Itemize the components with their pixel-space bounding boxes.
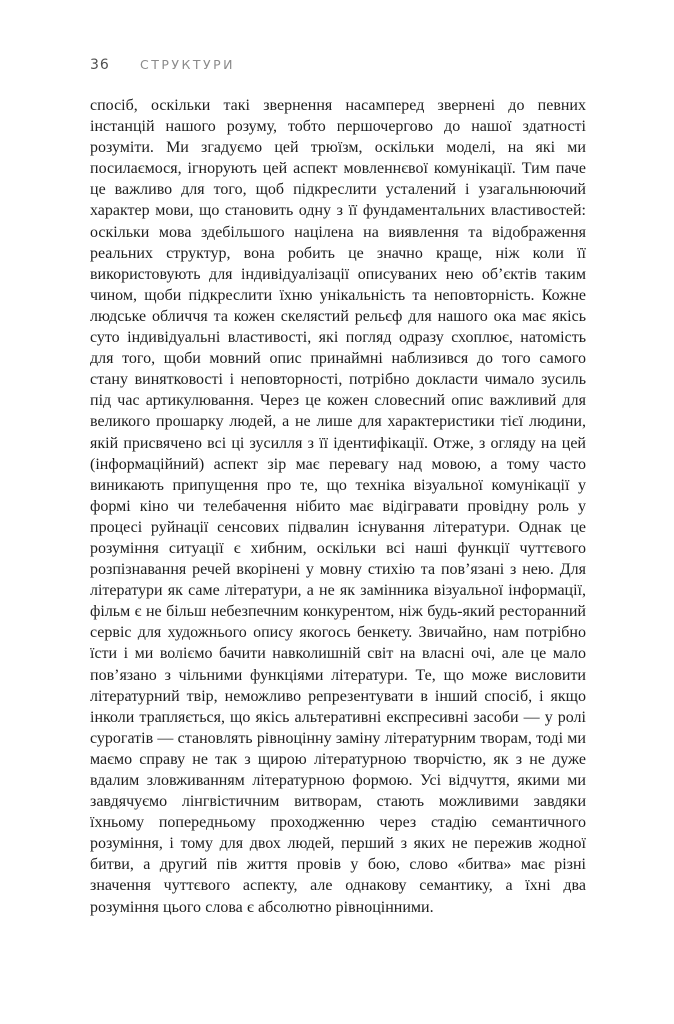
page-body [90, 95, 586, 918]
body-paragraph: спосіб, оскільки такі звернення насамперед звернені до певних інстанцій нашого розуму, тобто першочергово до нашої здатності розуміти. Ми згадуємо цей трюїзм, оскільки моделі, на які ми посилаємося, ігнорують цей аспект мовленнєвої комунікації. Тим паче це важливо для того, щоб підкреслити усталений і узагальнюючий характер мови, що становить одну з її фундаментальних властивостей: оскільки мова здебільшого націлена на виявлення та відображення реальних структур, вона робить це значно краще, ніж коли її використовують для індивідуалізації описуваних нею об’єктів таким чином, щоби підкреслити їхню унікальність та неповторність. Кожне людське обличчя та кожен скелястий рельєф для нашого ока має якісь суто індивідуальні властивості, які погляд одразу схоплює, натомість для того, щоби мовний опис принаймні наблизився до того самого стану винятковості і неповторності, потрібно докласти чимало зусиль під час артикулювання. Через це кожен словесний опис важливий для великого прошарку людей, а не лише для характеристики тієї людини, якій присвячено всі ці зусилля з її ідентифікації. Отже, з огляду на цей (інформаційний) аспект зір має перевагу над мовою, а тому часто виникають припущення про те, що техніка візуальної комунікації у формі кіно чи телебачення нібито має відігравати провідну роль у процесі руйнації сенсових підвалин існування літератури. Однак це розуміння ситуації є хибним, оскільки всі наші функції чуттєвого розпізнавання речей вкорінені у мовну стихію та пов’язані з нею. Для літератури як саме літератури, а не як замінника візуальної інформації, фільм є не більш небезпечним конкурентом, ніж будь-який ресторанний сервіс для художнього опису якогось бенкету. Звичайно, нам потрібно їсти і ми воліємо бачити навколишній світ на власні очі, але це мало пов’язано з чільними функціями літератури. Те, що може висловити літературний твір, неможливо репрезентувати в інший спосіб, і якщо інколи трапляється, що якісь альтеративні експресивні засоби — у ролі сурогатів — становлять рівноцінну заміну літературним творам, тоді ми маємо справу не так з щирою літературною творчістю, як з не дуже вдалим зловживанням літературною формою. Усі відчуття, якими ми завдячуємо лінгвістичним витворам, стають можливими завдяки їхньому попередньому проходженню через стадію семантичного розуміння, і тому для двох людей, перший з яких не пережив жодної битви, а другий пів життя провів у бою, слово «битва» має різні значення чуттєвого аспекту, але однакову семантику, а їхні два розуміння цього слова є абсолютно рівноцінними. [90, 97, 586, 916]
running-head: СТРУКТУРИ [140, 57, 236, 72]
page-number: 36 [90, 57, 110, 73]
page-header [90, 57, 586, 73]
